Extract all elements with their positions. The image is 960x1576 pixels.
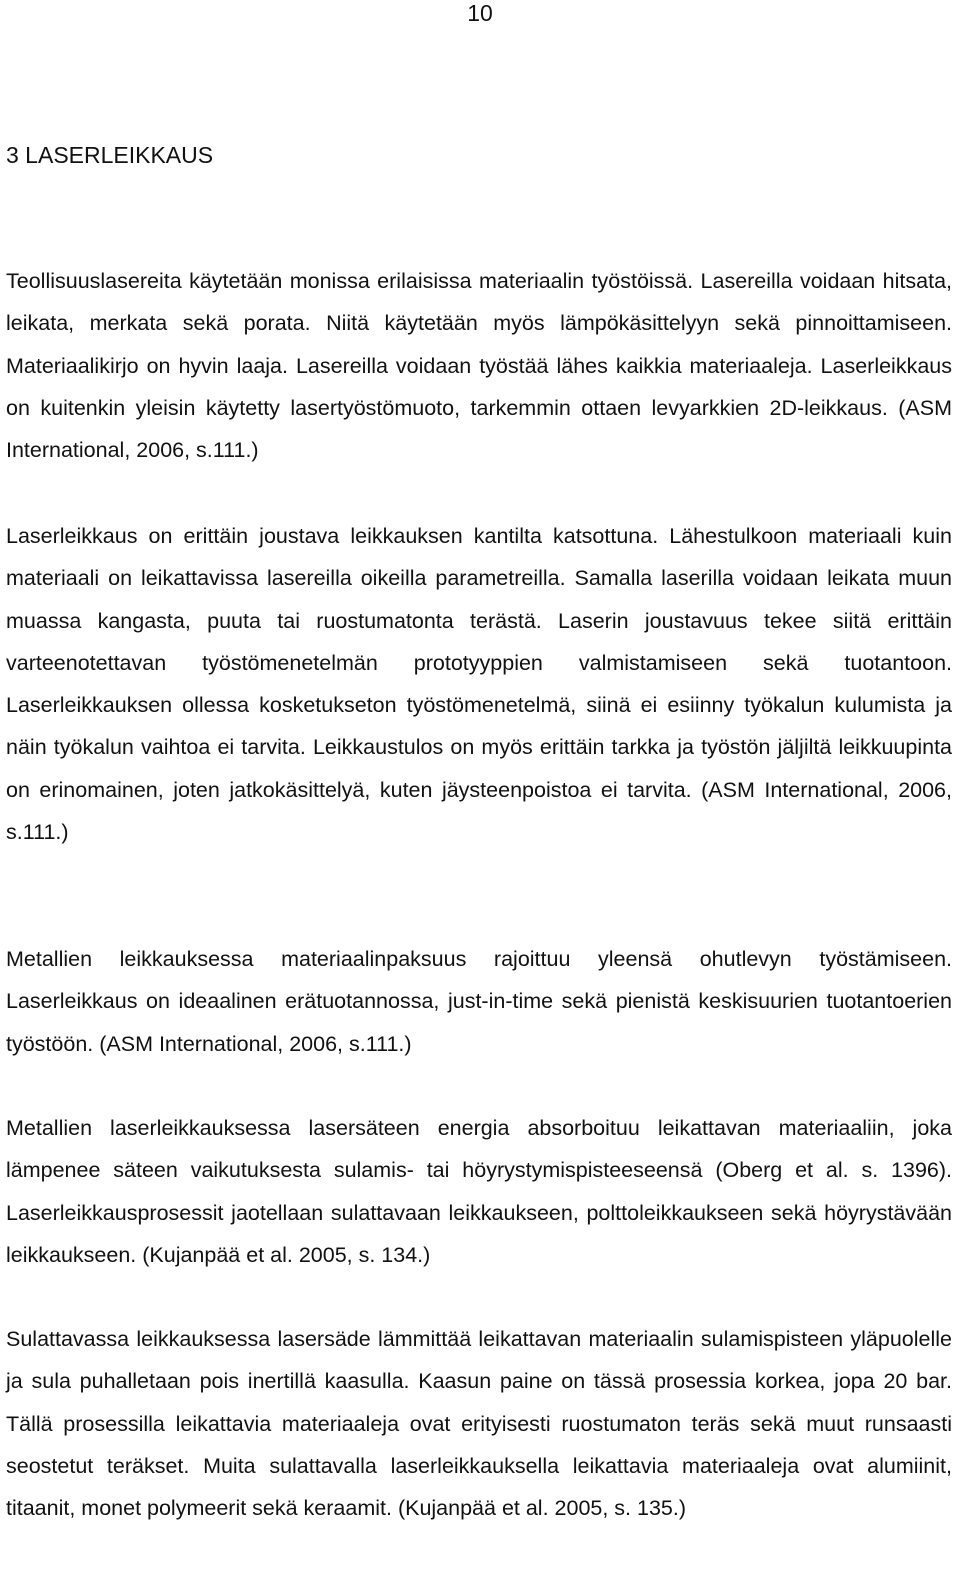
body-paragraph-2: Laserleikkaus on erittäin joustava leikkauksen kantilta katsottuna. Lähestulkoon materiaali kuin materiaali on leikattavissa lasereilla oikeilla parametreilla. Samalla laserilla voidaan leikata muun muassa kangasta, puuta tai ruostumatonta terästä. Laserin joustavuus tekee siitä erittäin varteenotettavan työstömenetelmän prototyyppien valmistamiseen sekä tuotantoon. Laserleikkauksen ollessa kosketukseton työstömenetelmä, siinä ei esiinny työkalun kulumista ja näin työkalun vaihtoa ei tarvita. Leikkaustulos on myös erittäin tarkka ja työstön jäljiltä leikkuupinta on erinomainen, joten jatkokäsittelyä, kuten jäysteenpoistoa ei tarvita. (ASM International, 2006, s.111.): [6, 524, 952, 845]
body-paragraph-5: Sulattavassa leikkauksessa lasersäde lämmittää leikattavan materiaalin sulamispisteen yläpuolelle ja sula puhalletaan pois inertillä kaasulla. Kaasun paine on tässä prosessia korkea, jopa 20 bar. Tällä prosessilla leikattavia materiaaleja ovat erityisesti ruostumaton teräs sekä muut runsaasti seostetut teräkset. Muita sulattavalla laserleikkauksella leikattavia materiaaleja ovat alumiinit, titaanit, monet polymeerit sekä keraamit. (Kujanpää et al. 2005, s. 135.): [6, 1327, 952, 1521]
body-paragraph-3: Metallien leikkauksessa materiaalinpaksuus rajoittuu yleensä ohutlevyn työstämiseen. Laserleikkaus on ideaalinen erätuotannossa, just-in-time sekä pienistä keskisuurien tuotantoerien työstöön. (ASM International, 2006, s.111.): [6, 947, 952, 1056]
body-paragraph-1: Teollisuuslasereita käytetään monissa erilaisissa materiaalin työstöissä. Lasereilla voidaan hitsata, leikata, merkata sekä porata. Niitä käytetään myös lämpökäsittelyyn sekä pinnoittamiseen. Materiaalikirjo on hyvin laaja. Lasereilla voidaan työstää lähes kaikkia materiaaleja. Laserleikkaus on kuitenkin yleisin käytetty lasertyöstömuoto, tarkemmin ottaen levyarkkien 2D-leikkaus. (ASM International, 2006, s.111.): [6, 269, 952, 463]
section-heading: 3 LASERLEIKKAUS: [6, 142, 214, 168]
body-paragraph-4: Metallien laserleikkauksessa lasersäteen energia absorboituu leikattavan materiaaliin, joka lämpenee säteen vaikutuksesta sulamis- tai höyrystymispisteeseensä (Oberg et al. s. 1396). Laserleikkausprosessit jaotellaan sulattavaan leikkaukseen, polttoleikkaukseen sekä höyrystävään leikkaukseen. (Kujanpää et al. 2005, s. 134.): [6, 1116, 952, 1267]
page-number: 10: [467, 0, 493, 26]
